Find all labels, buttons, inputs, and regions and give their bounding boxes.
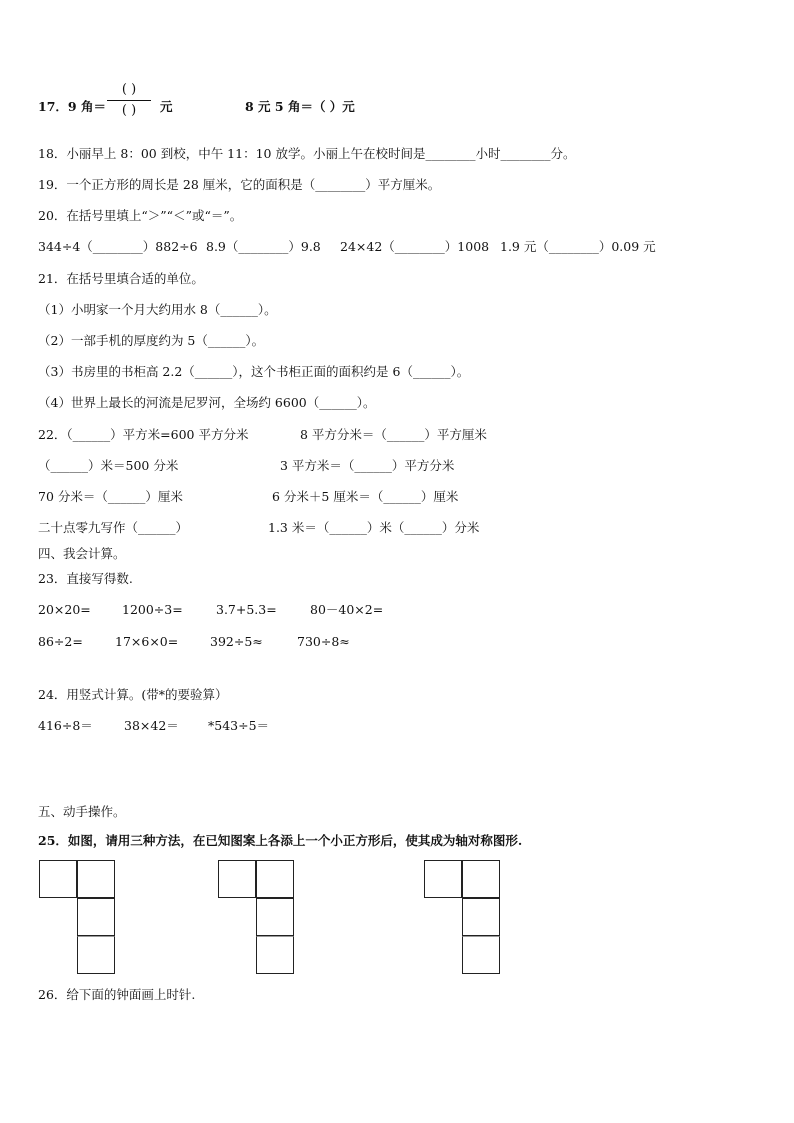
- q24-title: 24．用竖式计算。(带*的要验算）: [38, 687, 228, 702]
- q20-title: 20．在括号里填上“＞”“＜”或“＝”。: [38, 208, 243, 223]
- q17-fraction-numerator[interactable]: ( ): [121, 82, 137, 97]
- q20-item-4: 1.9 元（________）0.09 元: [500, 239, 656, 254]
- grid-square: [39, 860, 77, 898]
- grid-square: [462, 898, 500, 936]
- q23-title: 23．直接写得数.: [38, 571, 133, 586]
- q23-row2-1: 86÷2=: [38, 634, 83, 649]
- q22-row4-a: 二十点零九写作（______）: [38, 520, 189, 535]
- q23-row2-4: 730÷8≈: [297, 634, 350, 649]
- q22-row2-a: （______）米＝500 分米: [38, 458, 179, 473]
- q21-item-3: （3）书房里的书柜高 2.2（______），这个书柜正面的面积约是 6（______）。: [38, 364, 470, 379]
- grid-square: [77, 898, 115, 936]
- q22-row3-b: 6 分米＋5 厘米＝（______）厘米: [272, 489, 459, 504]
- q22-row1-a: 22．（______）平方米=600 平方分米: [38, 427, 249, 442]
- q22-row2-b: 3 平方米＝（______）平方分米: [280, 458, 455, 473]
- q23-row1-3: 3.7+5.3=: [216, 602, 277, 617]
- grid-square: [77, 860, 115, 898]
- grid-square: [256, 860, 294, 898]
- q23-row2-3: 392÷5≈: [210, 634, 263, 649]
- q17-part-b: 8 元 5 角＝（ ）元: [245, 99, 355, 114]
- grid-square: [218, 860, 256, 898]
- grid-square: [256, 936, 294, 974]
- q22-row1-b: 8 平方分米＝（______）平方厘米: [300, 427, 487, 442]
- q24-item-2: 38×42＝: [124, 718, 179, 733]
- q17-unit: 元: [160, 99, 173, 114]
- section-5-heading: 五、动手操作。: [38, 804, 126, 819]
- q20-item-2: 8.9（________）9.8: [206, 239, 321, 254]
- q23-row1-4: 80－40×2=: [310, 602, 384, 617]
- q21-item-1: （1）小明家一个月大约用水 8（______）。: [38, 302, 277, 317]
- q23-row2-2: 17×6×0=: [115, 634, 179, 649]
- q24-item-1: 416÷8＝: [38, 718, 93, 733]
- q20-item-3: 24×42（________）1008: [340, 239, 490, 254]
- q25: 25．如图，请用三种方法，在已知图案上各添上一个小正方形后，使其成为轴对称图形.: [38, 833, 523, 848]
- fraction-bar: [107, 100, 151, 101]
- q22-row3-a: 70 分米＝（______）厘米: [38, 489, 183, 504]
- q17-fraction[interactable]: [106, 81, 152, 120]
- section-4-heading: 四、我会计算。: [38, 546, 126, 561]
- q21-item-4: （4）世界上最长的河流是尼罗河，全场约 6600（______）。: [38, 395, 376, 410]
- q17-prefix: 17．9 角＝: [38, 99, 106, 114]
- q19: 19．一个正方形的周长是 28 厘米，它的面积是（________）平方厘米。: [38, 177, 441, 192]
- grid-square: [462, 936, 500, 974]
- grid-square: [256, 898, 294, 936]
- q23-row1-1: 20×20=: [38, 602, 91, 617]
- q23-row1-2: 1200÷3=: [122, 602, 183, 617]
- q17-fraction-denominator[interactable]: ( ): [121, 103, 137, 118]
- q22-row4-b: 1.3 米＝（______）米（______）分米: [268, 520, 480, 535]
- q24-item-3: *543÷5＝: [208, 718, 270, 733]
- q26: 26．给下面的钟面画上时针.: [38, 987, 196, 1002]
- grid-square: [462, 860, 500, 898]
- grid-square: [424, 860, 462, 898]
- q18: 18．小丽早上 8：00 到校，中午 11：10 放学。小丽上午在校时间是________小时________分。: [38, 146, 576, 161]
- q20-item-1: 344÷4（________）882÷6: [38, 239, 198, 254]
- q21-title: 21．在括号里填合适的单位。: [38, 271, 204, 286]
- grid-square: [77, 936, 115, 974]
- q21-item-2: （2）一部手机的厚度约为 5（______）。: [38, 333, 265, 348]
